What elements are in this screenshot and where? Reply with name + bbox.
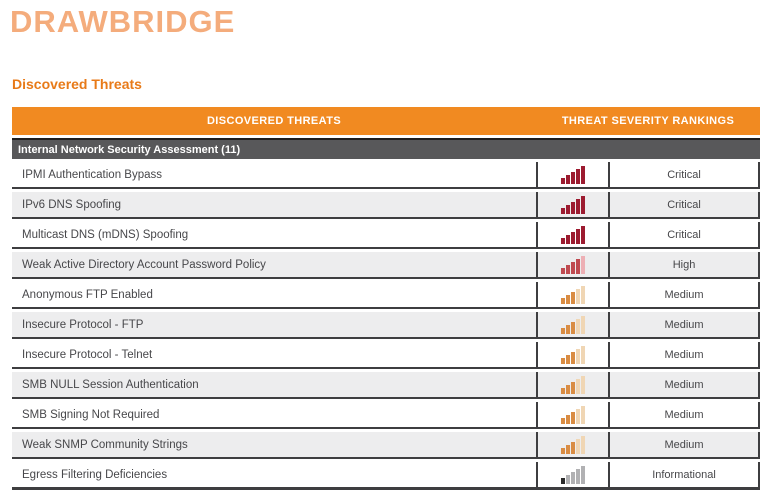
severity-label: High <box>610 252 760 279</box>
threat-name: Insecure Protocol - Telnet <box>12 342 536 369</box>
threat-name: IPv6 DNS Spoofing <box>12 192 536 219</box>
severity-label: Medium <box>610 432 760 459</box>
threat-name: Multicast DNS (mDNS) Spoofing <box>12 222 536 249</box>
table-row <box>12 342 760 369</box>
table-header-row <box>12 107 760 135</box>
severity-label: Medium <box>610 282 760 309</box>
section-header-row <box>12 138 760 159</box>
threat-name: Egress Filtering Deficiencies <box>12 462 536 490</box>
signal-bars-icon <box>561 226 585 244</box>
page-title: Discovered Threats <box>12 76 142 92</box>
table-row <box>12 252 760 279</box>
severity-icon-cell <box>536 162 610 189</box>
severity-icon-cell <box>536 312 610 339</box>
severity-icon-cell <box>536 462 610 490</box>
threat-name: IPMI Authentication Bypass <box>12 162 536 189</box>
severity-icon-cell <box>536 402 610 429</box>
signal-bars-icon <box>561 256 585 274</box>
signal-bars-icon <box>561 436 585 454</box>
threat-name: Weak Active Directory Account Password Policy <box>12 252 536 279</box>
threat-name: Anonymous FTP Enabled <box>12 282 536 309</box>
threat-name: Insecure Protocol - FTP <box>12 312 536 339</box>
table-row <box>12 372 760 399</box>
threat-name: SMB Signing Not Required <box>12 402 536 429</box>
severity-icon-cell <box>536 252 610 279</box>
table-row <box>12 312 760 339</box>
signal-bars-icon <box>561 196 585 214</box>
severity-label: Medium <box>610 402 760 429</box>
signal-bars-icon <box>561 316 585 334</box>
table-row <box>12 192 760 219</box>
table-row <box>12 432 760 459</box>
column-header-discovered-threats: DISCOVERED THREATS <box>12 107 536 135</box>
table-row <box>12 402 760 429</box>
signal-bars-icon <box>561 166 585 184</box>
severity-label: Critical <box>610 162 760 189</box>
signal-bars-icon <box>561 346 585 364</box>
severity-label: Medium <box>610 312 760 339</box>
threat-rows <box>12 138 760 490</box>
signal-bars-icon <box>561 466 585 484</box>
severity-icon-cell <box>536 342 610 369</box>
severity-icon-cell <box>536 222 610 249</box>
severity-label: Informational <box>610 462 760 490</box>
threat-name: SMB NULL Session Authentication <box>12 372 536 399</box>
table-row <box>12 222 760 249</box>
severity-label: Medium <box>610 372 760 399</box>
drawbridge-logo: DRAWBRIDGE <box>10 4 236 39</box>
table-row <box>12 462 760 490</box>
signal-bars-icon <box>561 286 585 304</box>
severity-label: Critical <box>610 192 760 219</box>
severity-label: Medium <box>610 342 760 369</box>
table-row <box>12 162 760 189</box>
threat-name: Weak SNMP Community Strings <box>12 432 536 459</box>
discovered-threats-table <box>12 104 760 493</box>
column-header-threat-severity-rankings: THREAT SEVERITY RANKINGS <box>536 107 760 135</box>
severity-icon-cell <box>536 372 610 399</box>
severity-icon-cell <box>536 282 610 309</box>
severity-label: Critical <box>610 222 760 249</box>
severity-icon-cell <box>536 432 610 459</box>
section-header: Internal Network Security Assessment (11) <box>12 138 760 159</box>
signal-bars-icon <box>561 376 585 394</box>
table-row <box>12 282 760 309</box>
severity-icon-cell <box>536 192 610 219</box>
signal-bars-icon <box>561 406 585 424</box>
